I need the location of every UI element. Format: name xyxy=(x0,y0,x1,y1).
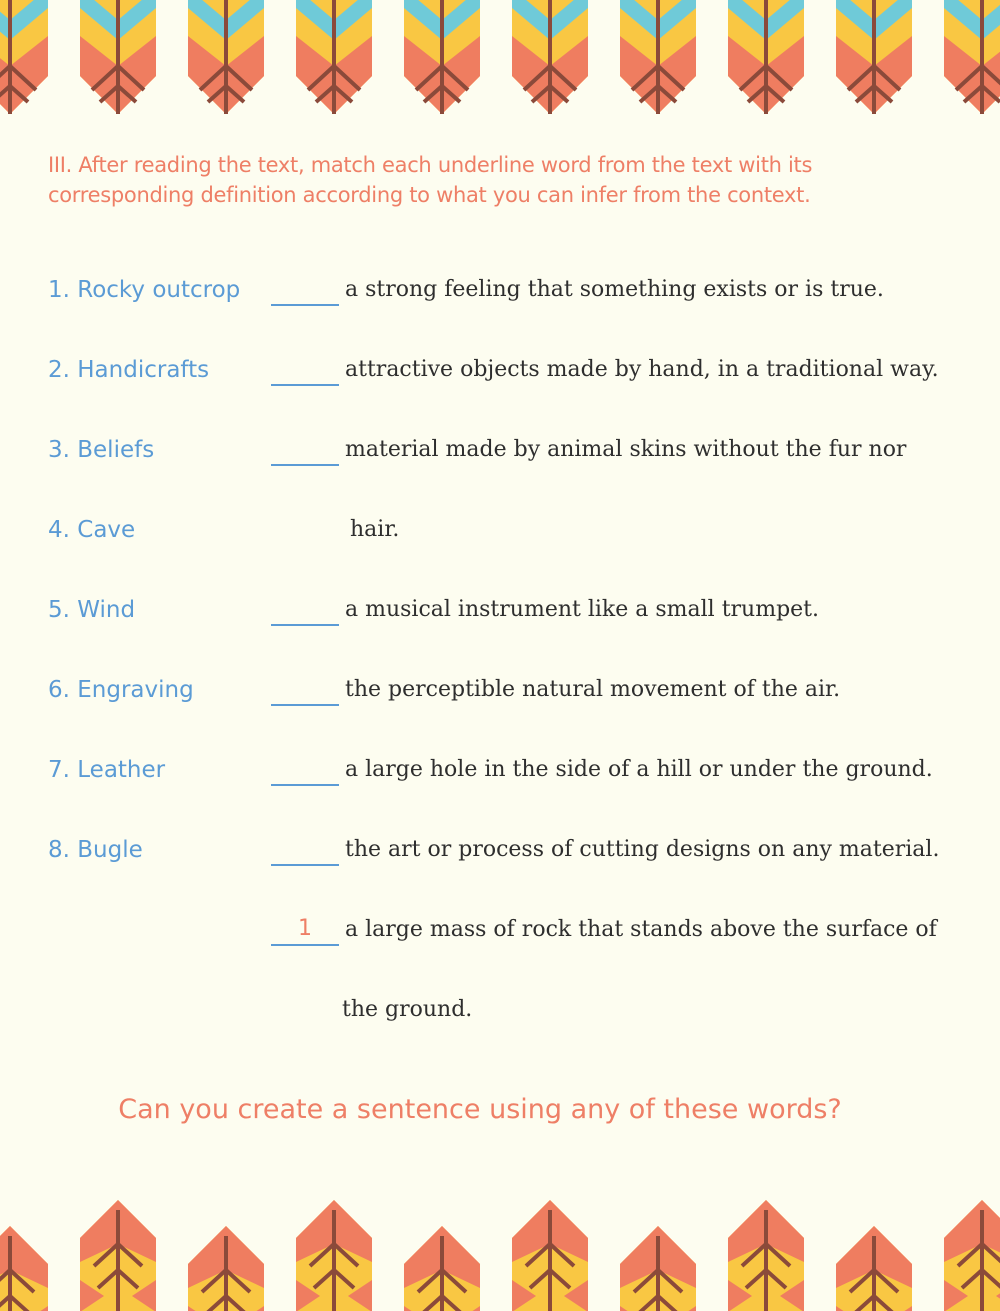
answer-blank-4[interactable] xyxy=(271,596,339,626)
feather-border-icon xyxy=(0,1196,1000,1311)
answer-blank-7[interactable] xyxy=(271,836,339,866)
answer-blank-6[interactable] xyxy=(271,756,339,786)
definition-4: a musical instrument like a small trumpet. xyxy=(345,597,820,622)
answer-blank-8[interactable]: 1 xyxy=(271,916,339,946)
term-8: 8. Bugle xyxy=(48,837,143,863)
definition-3: material made by animal skins without the fur nor xyxy=(345,437,907,462)
answer-blank-2[interactable] xyxy=(271,356,339,386)
term-1: 1. Rocky outcrop xyxy=(48,277,241,303)
definition-8: a large mass of rock that stands above the surface of xyxy=(345,917,937,942)
answer-blank-5[interactable] xyxy=(271,676,339,706)
term-6: 6. Engraving xyxy=(48,677,194,703)
definition-6: a large hole in the side of a hill or under the ground. xyxy=(345,757,933,782)
top-feather-border xyxy=(0,0,1000,118)
definition-5: the perceptible natural movement of the air. xyxy=(345,677,841,702)
definition-8-continued: the ground. xyxy=(342,997,473,1022)
term-3: 3. Beliefs xyxy=(48,437,155,463)
definition-7: the art or process of cutting designs on any material. xyxy=(345,837,940,862)
term-5: 5. Wind xyxy=(48,597,136,623)
answer-blank-3[interactable] xyxy=(271,436,339,466)
definition-2: attractive objects made by hand, in a traditional way. xyxy=(345,357,939,382)
instructions-heading: III. After reading the text, match each underline word from the text with its corresponding definition according to what you can infer from the context. xyxy=(48,153,813,207)
definition-1: a strong feeling that something exists or is true. xyxy=(345,277,884,302)
closing-question: Can you create a sentence using any of these words? xyxy=(118,1094,842,1125)
definition-3-continued: hair. xyxy=(350,517,400,542)
answer-blank-1[interactable] xyxy=(271,276,339,306)
bottom-feather-border xyxy=(0,1196,1000,1311)
term-7: 7. Leather xyxy=(48,757,166,783)
term-4: 4. Cave xyxy=(48,517,136,543)
term-2: 2. Handicrafts xyxy=(48,357,210,383)
feather-border-icon xyxy=(0,0,1000,118)
